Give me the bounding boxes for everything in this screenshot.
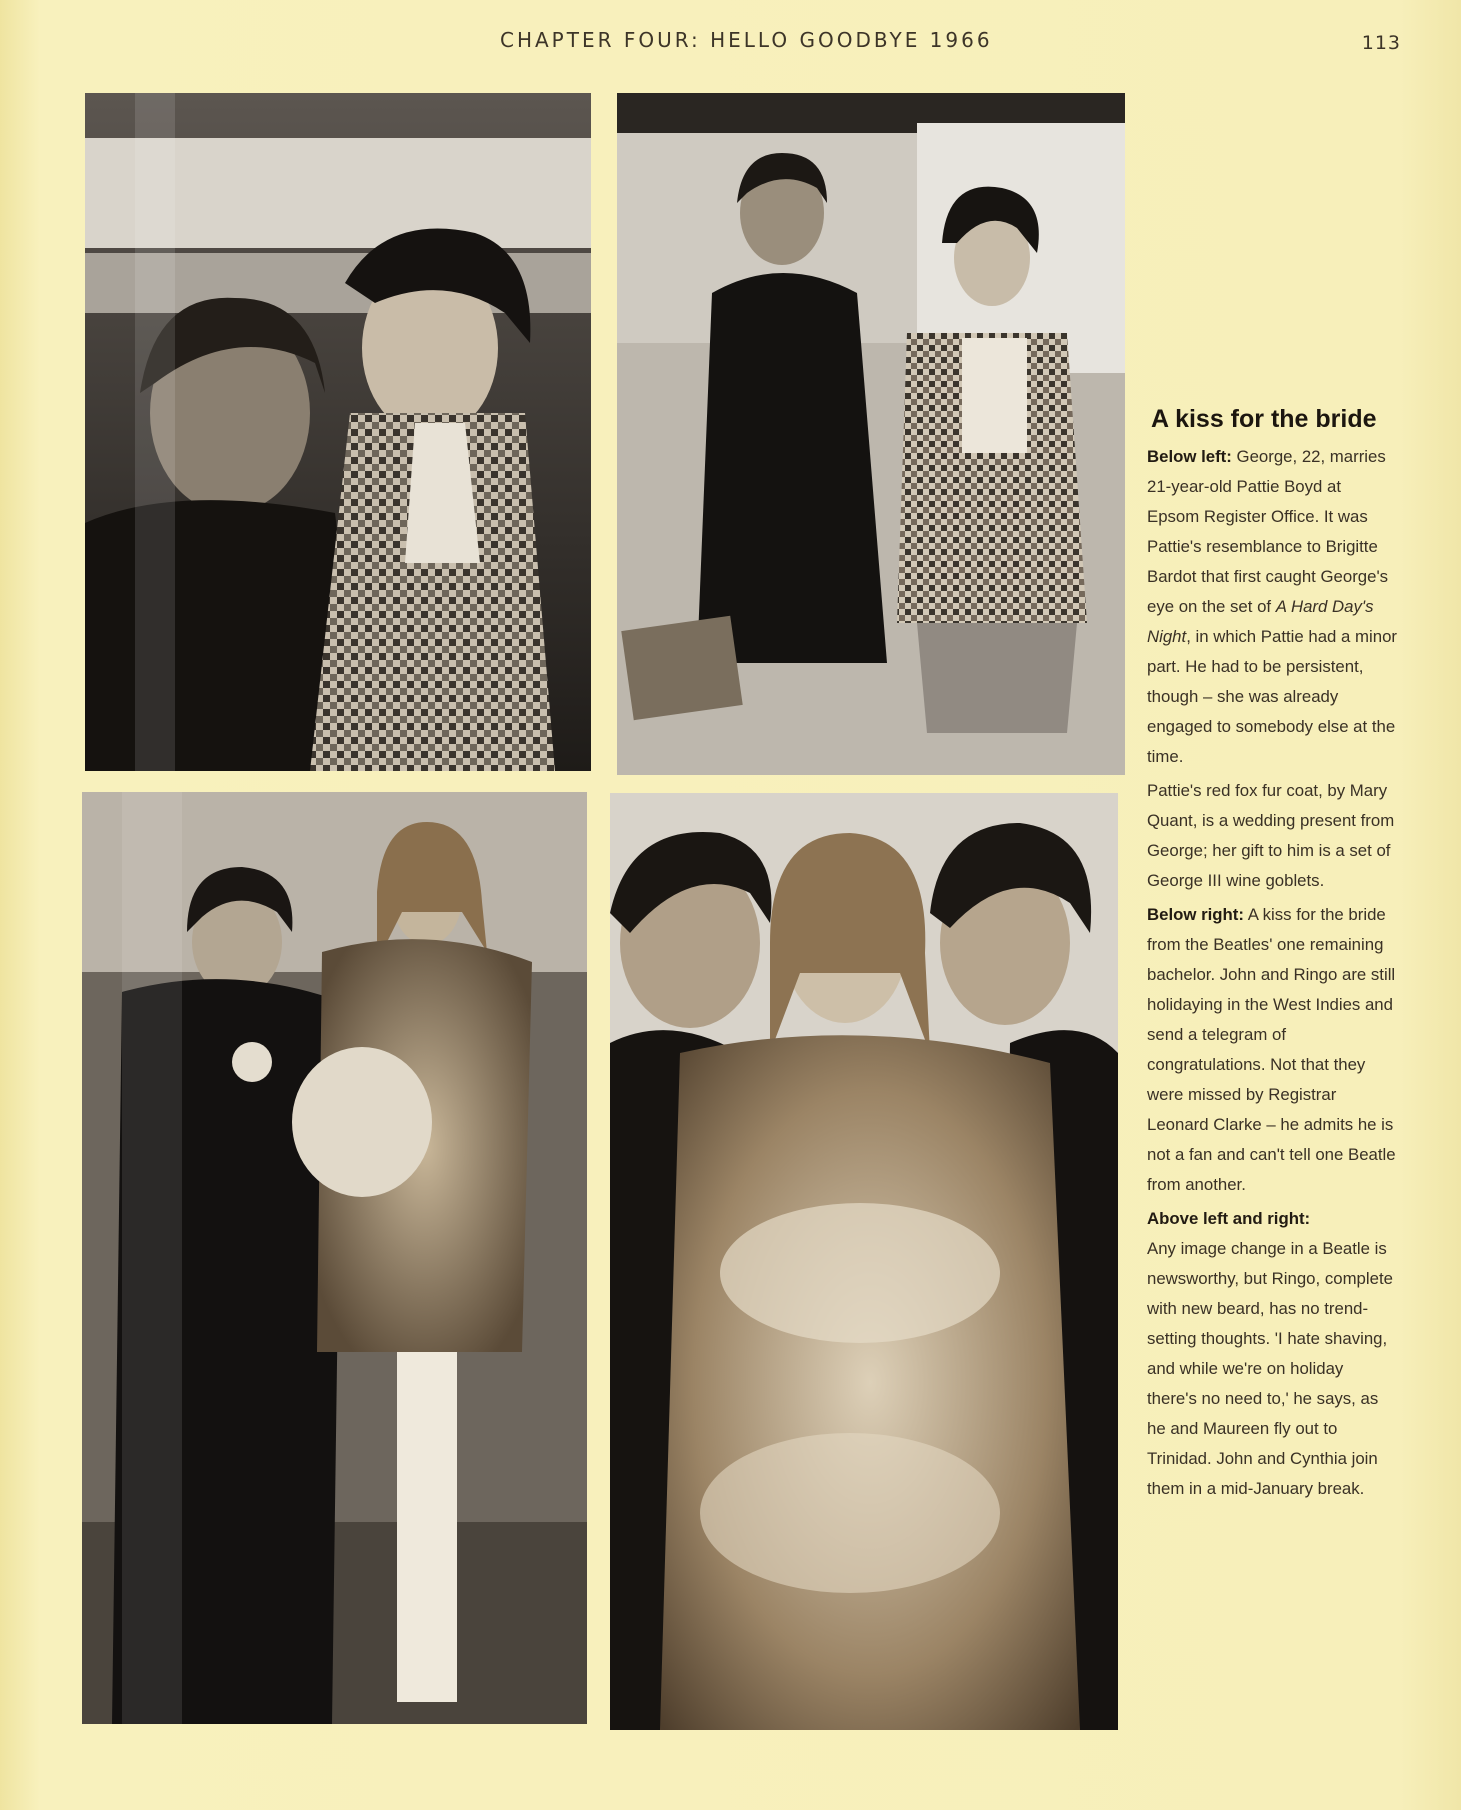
caption-below-right-label: Below right: [1147,905,1244,924]
caption-title: A kiss for the bride [1151,405,1377,433]
caption-below-left [1147,442,1397,772]
photo-ringo-maureen-closeup [85,93,591,771]
caption-film-title: A Hard Day's Night [1147,597,1374,646]
caption-below-right [1147,900,1397,1200]
photo-ringo-maureen-walking [617,93,1125,775]
page-number: 113 [1361,32,1401,54]
caption-above-text: Any image change in a Beatle is newsworthy, but Ringo, complete with new beard, has no trend-setting thoughts. 'I hate shaving, and while we're on holiday there's no need to,' he says, as he and Maureen fly out to Trinidad. John and Cynthia join them in a mid-January break. [1147,1239,1393,1498]
caption-above-label: Above left and right: [1147,1209,1311,1228]
caption-below-left-label: Below left: [1147,447,1232,466]
chapter-title: CHAPTER FOUR: HELLO GOODBYE 1966 [500,28,993,52]
photo-caption [1147,402,1397,1508]
caption-below-left-text-2: , in which Pattie had a minor part. He had to be persistent, though – she was already engaged to somebody else at the time. [1147,627,1397,766]
caption-below-left-text-1: George, 22, marries 21-year-old Pattie Boyd at Epsom Register Office. It was Pattie's resemblance to Brigitte Bardot that first caught George's eye on the set of [1147,447,1389,616]
page-header [0,24,1461,64]
caption-coat: Pattie's red fox fur coat, by Mary Quant, is a wedding present from George; her gift to him is a set of George III wine goblets. [1147,781,1395,890]
photo-george-pattie-wedding [82,792,587,1724]
photo-paul-pattie-george [610,793,1118,1730]
caption-above [1147,1204,1397,1504]
caption-below-right-text: A kiss for the bride from the Beatles' one remaining bachelor. John and Ringo are still holidaying in the West Indies and send a telegram of congratulations. Not that they were missed by Registrar Leonard Clarke – he admits he is not a fan and can't tell one Beatle from another. [1147,905,1396,1194]
